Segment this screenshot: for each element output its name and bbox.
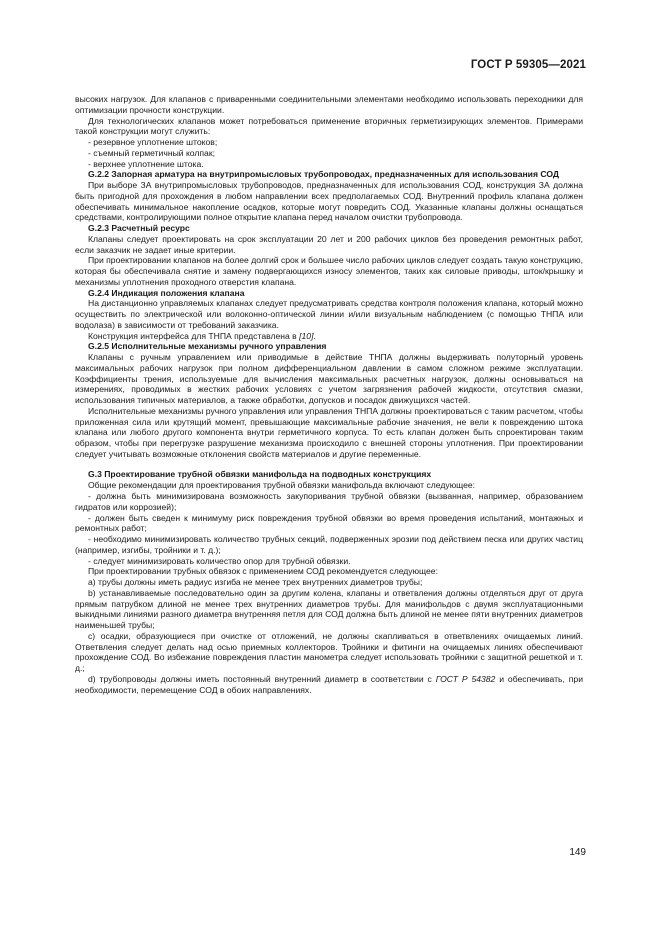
list-item-end: и обеспечивать, при необходимости, перемещение СОД в обоих направлениях. [75, 673, 583, 695]
list-item: - должен быть сведен к минимуму риск повреждения трубной обвязки во время проведения испытаний, монтажных и ремонтных работ; [75, 512, 583, 534]
section-heading-g25: G.2.5 Исполнительные механизмы ручного управления [88, 341, 327, 352]
paragraph: При проектировании трубных обвязок с применением СОД рекомендуется следующее: [88, 566, 438, 577]
list-item-d [75, 674, 583, 696]
paragraph: Общие рекомендации для проектирования трубной обвязки манифольда включают следующее: [88, 480, 476, 491]
standard-reference: ГОСТ Р 54382 [435, 673, 496, 684]
list-item: - необходимо минимизировать количество трубных секций, подверженных эрозии под действием песка или других частиц (например, изгибы, тройники и т. д.); [75, 534, 583, 555]
list-item: - резервное уплотнение штоков; [88, 137, 218, 147]
page-content [75, 94, 583, 695]
section-heading-g23: G.2.3 Расчетный ресурс [88, 223, 190, 233]
paragraph: Клапаны с ручным управлением или приводимые в действие ТНПА должны выдерживать полуторный уровень максимальных рабочих нагрузок при полном дифференциальном давлении в самом сложном режиме эксплуатации. Коэффициенты трения, используемые для вычисления максимальных расчетных нагрузок, должны основываться на измерениях, проводимых в жестких рабочих условиях с учетом загрязнения рабочей жидкости, отсутствия смазки, использования типичных материалов, а также обработки, допусков и посадок движущихся частей. [75, 352, 583, 405]
paragraph: На дистанционно управляемых клапанах следует предусматривать средства контроля положения клапана, который можно осуществить по электрической или волоконно-оптической линии и/или визуальным наблюдением (с помощью ТНПА или водолаза) в зависимости от требований заказчика. [75, 298, 583, 330]
list-item-text: d) трубопроводы должны иметь постоянный внутренний диаметр в соответствии с [88, 673, 436, 684]
paragraph: При проектировании клапанов на более долгий срок и большее число рабочих циклов следует создать такую конструкцию, которая бы обеспечивала снятие и замену подвергающихся износу элементов, таких как силовые приводы, шток/крышку и механизмы уплотнения проходного отверстия клапана. [75, 255, 583, 287]
standard-number: ГОСТ Р 59305—2021 [470, 59, 586, 71]
list-item: - верхнее уплотнение штока. [88, 158, 204, 169]
section-heading-g24: G.2.4 Индикация положения клапана [88, 287, 245, 298]
section-heading-g3: G.3 Проектирование трубной обвязки манифольда на подводных конструкциях [88, 468, 432, 479]
paragraph: При выборе ЗА внутрипромысловых трубопроводов, предназначенных для использования СОД, конструкция ЗА должна быть пригодной для прохождения в любом направлении всех предполагаемых СОД. Внутренний профиль клапана должен обеспечивать минимальное накопление осадков, которые могут повредить СОД. Указанные клапаны должны оснащаться средствами, контролирующими полное открытие клапана перед началом очистки трубопровода. [75, 180, 583, 223]
list-item-a: а) трубы должны иметь радиус изгиба не менее трех внутренних диаметров трубы; [88, 577, 423, 587]
list-item: - следует минимизировать количество опор для трубной обвязки. [88, 555, 351, 566]
paragraph: Для технологических клапанов может потребоваться применение вторичных герметизирующих элементов. Примерами такой конструкции могут служить: [75, 115, 583, 137]
paragraph: Исполнительные механизмы ручного управления или управления ТНПА должны проектироваться с таким расчетом, чтобы приложенная сила или крутящий момент, превышающие максимальные рабочие значения, не вели к повреждению штока клапана или любого другого компонента внутри герметичного корпуса. То есть клапан должен быть спроектирован таким образом, чтобы при перегрузке разрушение механизма происходило с внешней стороны уплотнения. При проектировании следует учитывать возможные отклонения свойств материалов и другие переменные. [75, 405, 583, 459]
paragraph: высоких нагрузок. Для клапанов с приваренными соединительными элементами необходимо использовать переходники для оптимизации прочности конструкции. [75, 94, 583, 115]
list-item: - должна быть минимизирована возможность закупоривания трубной обвязки (вызванная, например, образованием гидратов или коррозией); [75, 491, 583, 512]
section-heading-g22: G.2.2 Запорная арматура на внутрипромысловых трубопроводах, предназначенных для использования СОД [88, 169, 560, 180]
reference-link: [10] [299, 330, 314, 341]
list-item: - съемный герметичный колпак; [88, 147, 215, 158]
page-number: 149 [569, 847, 586, 858]
paragraph: Клапаны следует проектировать на срок эксплуатации 20 лет и 200 рабочих циклов без проведения ремонтных работ, если заказчик не задает иные критерии. [75, 233, 583, 255]
list-item-c: c) осадки, образующиеся при очистке от отложений, не должны скапливаться в ответвлениях очищаемых линий. Ответвления следует делать над осью приемных коллекторов. Тройники и фитинги на очищаемых линиях обеспечивают прохождение СОД. Во избежание повреждения пластин манометра следует использовать тройники с защитной решеткой и т. д.; [75, 630, 583, 673]
paragraph-text: Конструкция интерфейса для ТНПА представлена в [88, 330, 300, 341]
list-item-b: b) устанавливаемые последовательно один за другим колена, клапаны и ответвления должны отделяться друг от друга прямым патрубком длиной не менее трех внутренних диаметров трубы. Для манифольдов с двумя эксплуатационными выкидными линиями разного диаметра внутренняя петля для СОД должна быть длиной не менее пяти внутренних диаметров наименьшей трубы; [75, 587, 583, 630]
paragraph-end: . [313, 330, 316, 341]
paragraph [75, 331, 583, 342]
